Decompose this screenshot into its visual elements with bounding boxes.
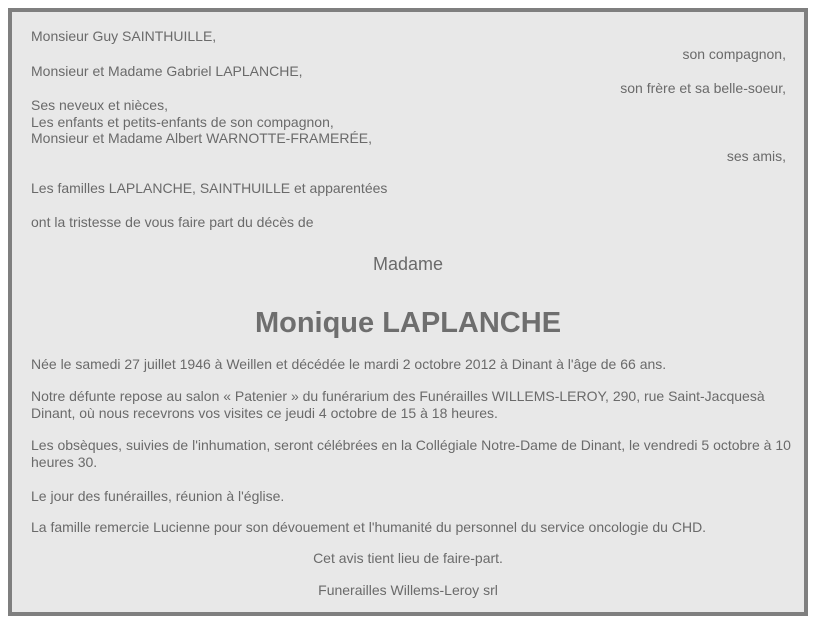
family-member-name: Les enfants et petits-enfants de son compagnon, <box>31 114 334 130</box>
deceased-title: Madame <box>372 254 444 274</box>
family-member-relation: son frère et sa belle-soeur, <box>620 80 786 96</box>
meeting-text: Le jour des funérailles, réunion à l'église. <box>31 488 285 504</box>
notice-line: Cet avis tient lieu de faire-part. <box>313 550 503 566</box>
family-member-name: Monsieur et Madame Gabriel LAPLANCHE, <box>31 63 303 79</box>
family-member-name: Ses neveux et nièces, <box>31 97 168 113</box>
families-line: Les familles LAPLANCHE, SAINTHUILLE et apparentées <box>31 180 388 196</box>
announcement-text: ont la tristesse de vous faire part du décès de <box>31 214 314 230</box>
funeral-home-name: Funerailles Willems-Leroy srl <box>318 582 498 598</box>
family-member-name: Monsieur Guy SAINTHUILLE, <box>31 28 217 44</box>
obituary-panel <box>8 8 808 616</box>
family-member-relation: ses amis, <box>726 148 786 164</box>
birth-death-text: Née le samedi 27 juillet 1946 à Weillen et décédée le mardi 2 octobre 2012 à Dinant à l'âge de 66 ans. <box>31 356 667 372</box>
family-member-name: Monsieur et Madame Albert WARNOTTE-FRAMERÉE, <box>31 130 373 146</box>
thanks-text: La famille remercie Lucienne pour son dévouement et l'humanité du personnel du service oncologie du CHD. <box>31 519 707 535</box>
family-member-relation: son compagnon, <box>682 46 786 62</box>
visitation-text: Notre défunte repose au salon « Patenier » du funérarium des Funérailles WILLEMS-LEROY, 290, rue Saint-Jacquesà Dinant, où nous recevrons vos visites ce jeudi 4 octobre de 15 à 18 heures. <box>31 388 765 421</box>
funeral-text: Les obsèques, suivies de l'inhumation, seront célébrées en la Collégiale Notre-Dame de Dinant, le vendredi 5 octobre à 10 heures 30. <box>31 437 791 470</box>
deceased-name: Monique LAPLANCHE <box>254 307 562 339</box>
